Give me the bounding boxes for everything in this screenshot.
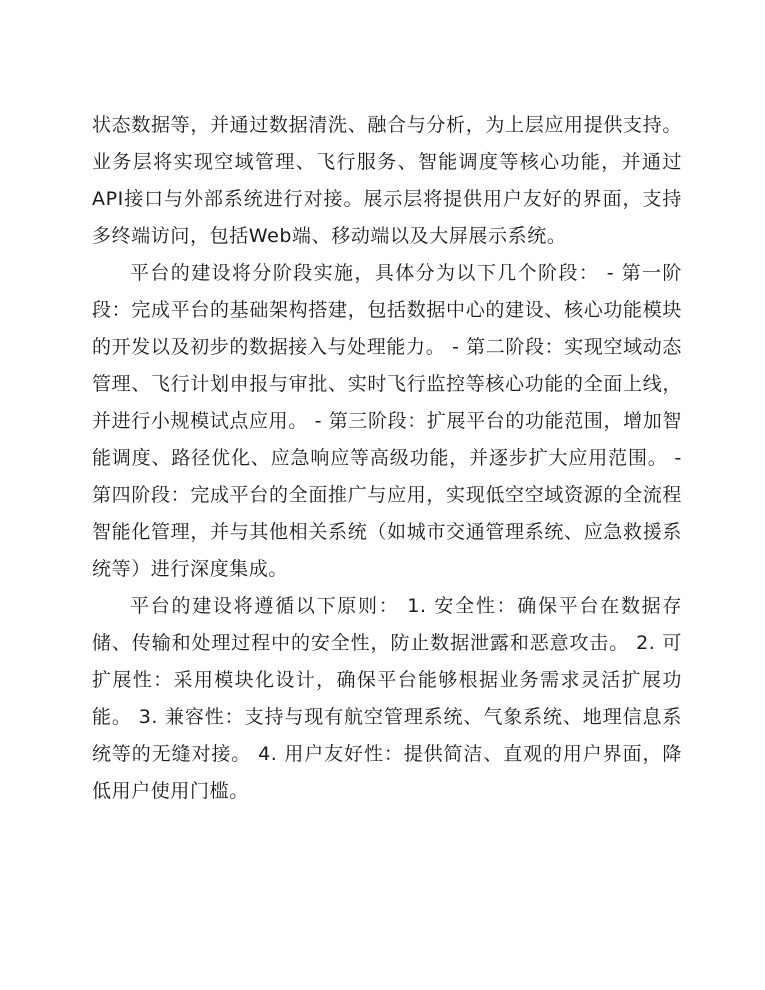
paragraph-construction-principles: 平台的建设将遵循以下原则： 1. 安全性：确保平台在数据存储、传输和处理过程中的安全性，防止数据泄露和恶意攻击。 2. 可扩展性：采用模块化设计，确保平台能够根据业务需求灵活扩展功能。 3. 兼容性：支持与现有航空管理系统、气象系统、地理信息系统等的无缝对接。 4. 用户友好性：提供简洁、直观的用户界面，降低用户使用门槛。 xyxy=(92,595,682,802)
paragraph-construction-phases: 平台的建设将分阶段实施，具体分为以下几个阶段： - 第一阶段：完成平台的基础架构搭建，包括数据中心的建设、核心功能模块的开发以及初步的数据接入与处理能力。 - 第二阶段：实现空域动态管理、飞行计划申报与审批、实时飞行监控等核心功能的全面上线，并进行小规模试点应用。 - 第三阶段：扩展平台的功能范围，增加智能调度、路径优化、应急响应等高级功能，并逐步扩大应用范围。 - 第四阶段：完成平台的全面推广与应用，实现低空空域资源的全流程智能化管理，并与其他相关系统（如城市交通管理系统、应急救援系统等）进行深度集成。 xyxy=(92,262,682,580)
document-body xyxy=(92,107,682,810)
paragraph-architecture-continued: 状态数据等，并通过数据清洗、融合与分析，为上层应用提供支持。业务层将实现空域管理、飞行服务、智能调度等核心功能，并通过API接口与外部系统进行对接。展示层将提供用户友好的界面，支持多终端访问，包括Web端、移动端以及大屏展示系统。 xyxy=(92,114,682,247)
